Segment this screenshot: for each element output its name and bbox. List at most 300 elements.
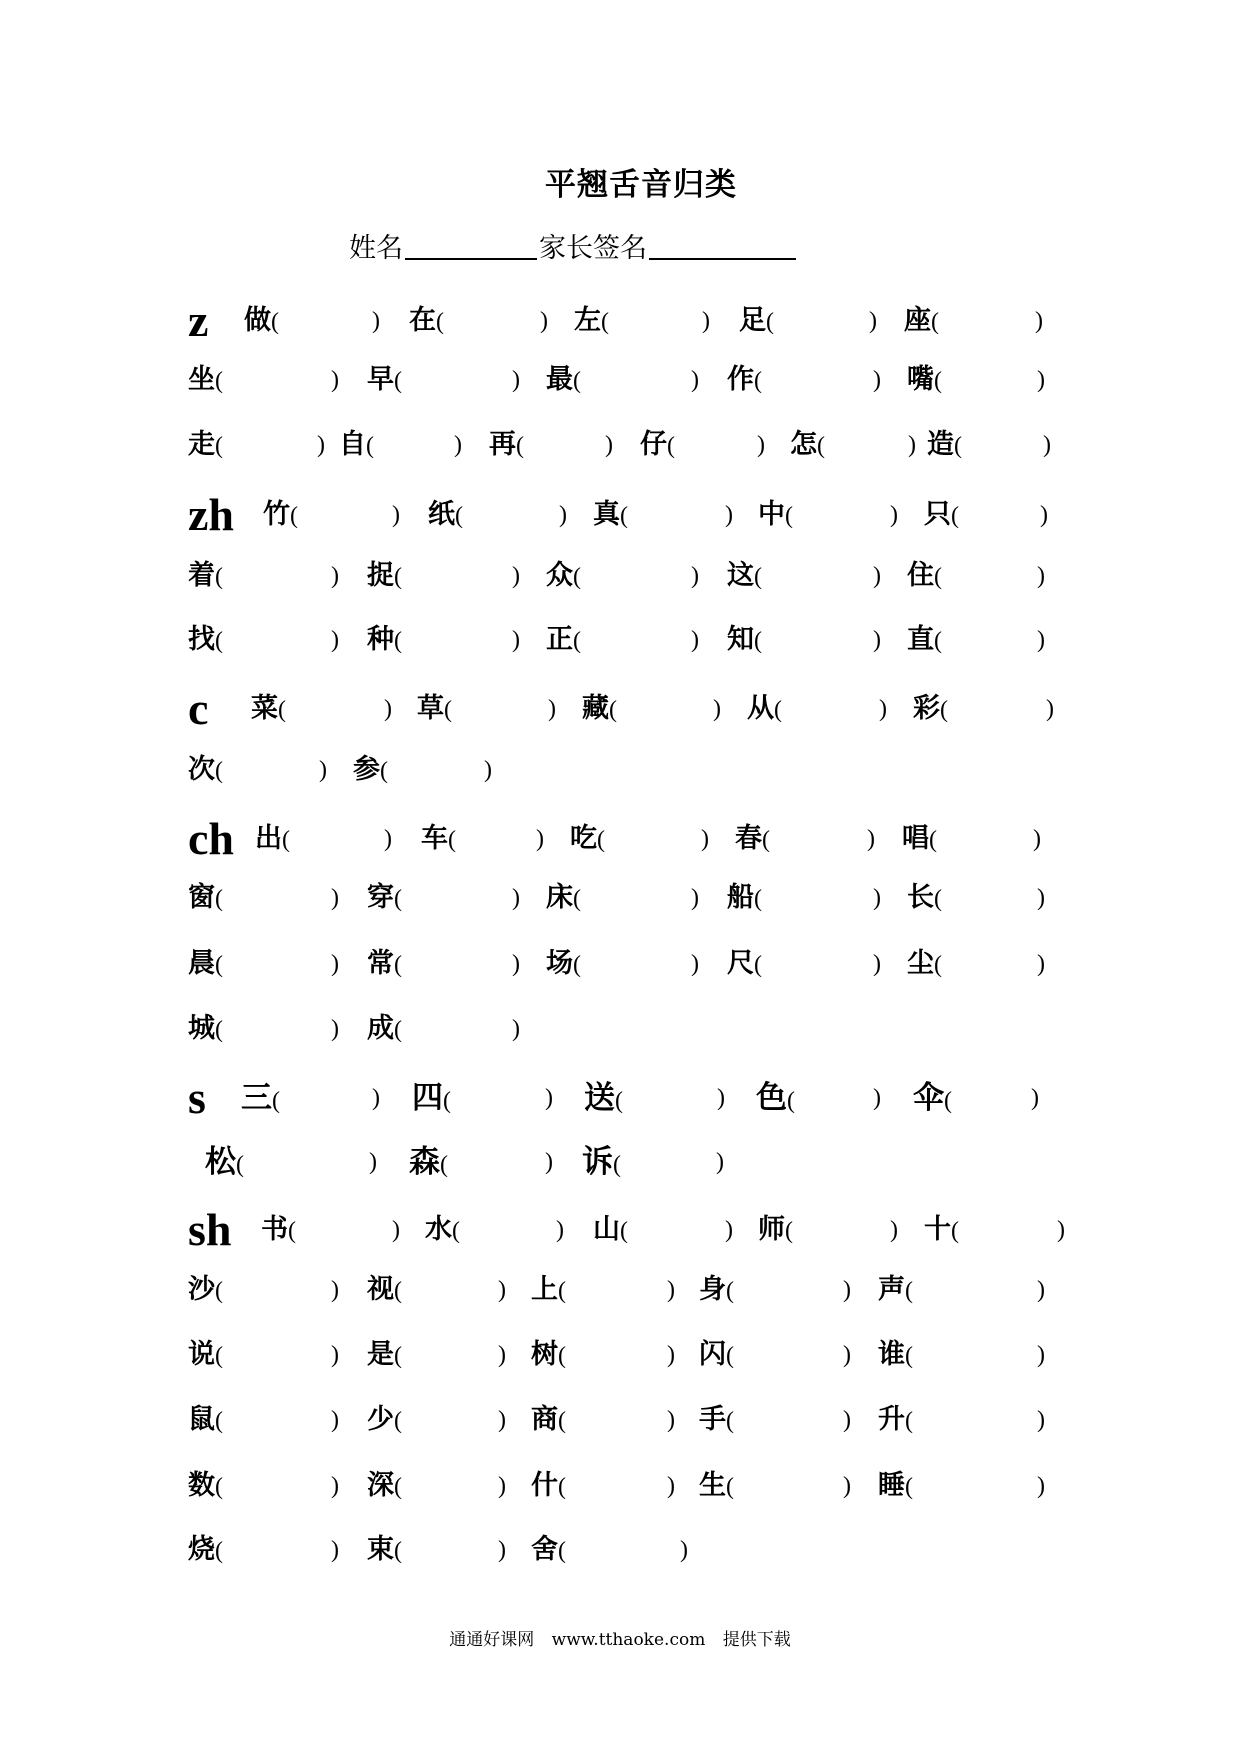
hanzi: 找 — [188, 624, 215, 655]
char-item — [913, 1078, 952, 1124]
hanzi: 纸 — [428, 499, 455, 530]
char-item — [409, 1142, 448, 1188]
char-item — [261, 1210, 296, 1254]
char-item — [593, 495, 628, 539]
open-paren: ( — [615, 1088, 623, 1114]
close-paren: ) — [702, 308, 710, 334]
char-item — [727, 620, 762, 664]
open-paren: ( — [905, 1278, 913, 1304]
open-paren: ( — [951, 503, 959, 529]
hanzi: 嘴 — [907, 364, 934, 395]
close-paren: ) — [867, 826, 875, 852]
open-paren: ( — [609, 697, 617, 723]
initial-z: z — [188, 295, 209, 346]
char-item — [367, 1009, 402, 1053]
open-paren: ( — [455, 503, 463, 529]
hanzi: 三 — [241, 1080, 272, 1116]
close-paren: ) — [498, 1407, 506, 1433]
hanzi: 少 — [367, 1404, 394, 1435]
char-item — [241, 1078, 280, 1124]
hanzi: 怎 — [790, 429, 817, 460]
close-paren: ) — [331, 563, 339, 589]
close-paren: ) — [372, 1085, 380, 1111]
char-item — [907, 878, 942, 922]
worksheet-line — [0, 1072, 1240, 1123]
char-item — [367, 1270, 402, 1314]
open-paren: ( — [934, 564, 942, 590]
hanzi: 山 — [593, 1214, 620, 1245]
char-item — [188, 360, 223, 404]
hanzi: 知 — [727, 624, 754, 655]
char-item — [727, 360, 762, 404]
open-paren: ( — [597, 827, 605, 853]
open-paren: ( — [282, 827, 290, 853]
char-item — [531, 1400, 566, 1444]
footer-site-name: 通通好课网 — [449, 1630, 535, 1650]
char-item — [425, 1210, 460, 1254]
open-paren: ( — [236, 1152, 244, 1178]
close-paren: ) — [725, 1217, 733, 1243]
open-paren: ( — [394, 1408, 402, 1434]
char-item — [367, 360, 402, 404]
close-paren: ) — [680, 1537, 688, 1563]
open-paren: ( — [787, 1088, 795, 1114]
open-paren: ( — [754, 952, 762, 978]
hanzi: 声 — [878, 1274, 905, 1305]
hanzi: 商 — [531, 1404, 558, 1435]
hanzi: 这 — [727, 560, 754, 591]
char-item — [188, 1335, 223, 1379]
open-paren: ( — [573, 368, 581, 394]
hanzi: 吃 — [570, 823, 597, 854]
open-paren: ( — [573, 564, 581, 590]
close-paren: ) — [1031, 1085, 1039, 1111]
close-paren: ) — [540, 308, 548, 334]
close-paren: ) — [556, 1217, 564, 1243]
open-paren: ( — [620, 1218, 628, 1244]
close-paren: ) — [454, 432, 462, 458]
char-item — [263, 495, 298, 539]
hanzi: 坐 — [188, 364, 215, 395]
hanzi: 数 — [188, 1470, 215, 1501]
close-paren: ) — [667, 1473, 675, 1499]
close-paren: ) — [369, 1149, 377, 1175]
char-item — [188, 944, 223, 988]
close-paren: ) — [512, 885, 520, 911]
char-item — [574, 301, 609, 345]
hanzi: 场 — [546, 948, 573, 979]
hanzi: 窗 — [188, 882, 215, 913]
char-item — [421, 819, 456, 863]
char-item — [758, 1210, 793, 1254]
open-paren: ( — [954, 433, 962, 459]
worksheet-line — [0, 556, 1240, 596]
hanzi: 长 — [907, 882, 934, 913]
worksheet-line — [0, 944, 1240, 984]
close-paren: ) — [1040, 502, 1048, 528]
open-paren: ( — [573, 886, 581, 912]
char-item — [907, 620, 942, 664]
open-paren: ( — [215, 1343, 223, 1369]
close-paren: ) — [1037, 1342, 1045, 1368]
close-paren: ) — [890, 502, 898, 528]
char-item — [205, 1142, 244, 1188]
close-paren: ) — [873, 1085, 881, 1111]
hanzi: 只 — [924, 499, 951, 530]
name-signature-line — [349, 230, 798, 266]
open-paren: ( — [278, 697, 286, 723]
char-item — [353, 750, 388, 794]
hanzi: 住 — [907, 560, 934, 591]
close-paren: ) — [667, 1277, 675, 1303]
hanzi: 视 — [367, 1274, 394, 1305]
close-paren: ) — [498, 1342, 506, 1368]
open-paren: ( — [726, 1343, 734, 1369]
close-paren: ) — [331, 1407, 339, 1433]
open-paren: ( — [601, 309, 609, 335]
hanzi: 造 — [927, 429, 954, 460]
open-paren: ( — [934, 368, 942, 394]
hanzi: 城 — [188, 1013, 215, 1044]
open-paren: ( — [934, 628, 942, 654]
char-item — [582, 1142, 621, 1188]
close-paren: ) — [879, 696, 887, 722]
open-paren: ( — [762, 827, 770, 853]
close-paren: ) — [873, 951, 881, 977]
hanzi: 做 — [244, 305, 271, 336]
char-item — [367, 620, 402, 664]
char-item — [924, 495, 959, 539]
hanzi: 舍 — [531, 1534, 558, 1565]
char-item — [699, 1335, 734, 1379]
open-paren: ( — [944, 1088, 952, 1114]
char-item — [570, 819, 605, 863]
hanzi: 什 — [531, 1470, 558, 1501]
hanzi: 最 — [546, 364, 573, 395]
open-paren: ( — [394, 1538, 402, 1564]
char-item — [747, 689, 782, 733]
open-paren: ( — [394, 1343, 402, 1369]
close-paren: ) — [392, 502, 400, 528]
close-paren: ) — [843, 1473, 851, 1499]
open-paren: ( — [215, 952, 223, 978]
hanzi: 左 — [574, 305, 601, 336]
open-paren: ( — [754, 368, 762, 394]
hanzi: 藏 — [582, 693, 609, 724]
close-paren: ) — [890, 1217, 898, 1243]
hanzi: 众 — [546, 560, 573, 591]
hanzi: 说 — [188, 1339, 215, 1370]
char-item — [188, 1466, 223, 1510]
open-paren: ( — [558, 1343, 566, 1369]
char-item — [584, 1078, 623, 1124]
close-paren: ) — [873, 563, 881, 589]
char-item — [735, 819, 770, 863]
char-item — [428, 495, 463, 539]
close-paren: ) — [498, 1473, 506, 1499]
open-paren: ( — [394, 1474, 402, 1500]
char-item — [699, 1270, 734, 1314]
open-paren: ( — [573, 628, 581, 654]
hanzi: 常 — [367, 948, 394, 979]
page-footer — [0, 1628, 1240, 1652]
worksheet-line — [0, 1270, 1240, 1310]
worksheet-line — [0, 1009, 1240, 1049]
char-item — [489, 425, 524, 469]
hanzi: 捉 — [367, 560, 394, 591]
hanzi: 诉 — [582, 1144, 613, 1180]
char-item — [339, 425, 374, 469]
hanzi: 上 — [531, 1274, 558, 1305]
close-paren: ) — [1037, 1277, 1045, 1303]
close-paren: ) — [1035, 308, 1043, 334]
hanzi: 送 — [584, 1080, 615, 1116]
char-item — [412, 1078, 451, 1124]
hanzi: 出 — [255, 823, 282, 854]
char-item — [582, 689, 617, 733]
close-paren: ) — [605, 432, 613, 458]
hanzi: 束 — [367, 1534, 394, 1565]
hanzi: 深 — [367, 1470, 394, 1501]
hanzi: 生 — [699, 1470, 726, 1501]
open-paren: ( — [558, 1278, 566, 1304]
open-paren: ( — [726, 1278, 734, 1304]
worksheet-line — [0, 1530, 1240, 1570]
char-item — [546, 620, 581, 664]
hanzi: 早 — [367, 364, 394, 395]
close-paren: ) — [317, 432, 325, 458]
close-paren: ) — [384, 696, 392, 722]
open-paren: ( — [817, 433, 825, 459]
worksheet-line — [0, 683, 1240, 734]
hanzi: 森 — [409, 1144, 440, 1180]
char-item — [531, 1466, 566, 1510]
parent-signature-label: 家长签名 — [539, 233, 647, 264]
worksheet-line — [0, 1142, 1240, 1182]
close-paren: ) — [512, 367, 520, 393]
open-paren: ( — [215, 1408, 223, 1434]
worksheet-line — [0, 620, 1240, 660]
open-paren: ( — [667, 433, 675, 459]
worksheet-line — [0, 1466, 1240, 1506]
hanzi: 唱 — [902, 823, 929, 854]
open-paren: ( — [215, 433, 223, 459]
open-paren: ( — [726, 1474, 734, 1500]
open-paren: ( — [394, 952, 402, 978]
hanzi: 谁 — [878, 1339, 905, 1370]
close-paren: ) — [512, 627, 520, 653]
open-paren: ( — [215, 758, 223, 784]
open-paren: ( — [785, 503, 793, 529]
char-item — [367, 1400, 402, 1444]
char-item — [727, 556, 762, 600]
close-paren: ) — [512, 1016, 520, 1042]
char-item — [188, 425, 223, 469]
worksheet-line — [0, 1204, 1240, 1255]
close-paren: ) — [548, 696, 556, 722]
open-paren: ( — [272, 1088, 280, 1114]
open-paren: ( — [620, 503, 628, 529]
initial-s: s — [188, 1072, 206, 1123]
open-paren: ( — [380, 758, 388, 784]
open-paren: ( — [394, 368, 402, 394]
open-paren: ( — [558, 1408, 566, 1434]
name-blank — [405, 230, 537, 260]
char-item — [878, 1335, 913, 1379]
open-paren: ( — [444, 697, 452, 723]
open-paren: ( — [215, 564, 223, 590]
char-item — [790, 425, 825, 469]
open-paren: ( — [215, 1474, 223, 1500]
close-paren: ) — [713, 696, 721, 722]
close-paren: ) — [559, 502, 567, 528]
char-item — [367, 1466, 402, 1510]
hanzi: 尘 — [907, 948, 934, 979]
open-paren: ( — [271, 309, 279, 335]
close-paren: ) — [667, 1342, 675, 1368]
char-item — [878, 1400, 913, 1444]
open-paren: ( — [951, 1218, 959, 1244]
char-item — [409, 301, 444, 345]
hanzi: 手 — [699, 1404, 726, 1435]
char-item — [878, 1466, 913, 1510]
open-paren: ( — [905, 1408, 913, 1434]
open-paren: ( — [215, 1278, 223, 1304]
hanzi: 树 — [531, 1339, 558, 1370]
char-item — [367, 556, 402, 600]
hanzi: 走 — [188, 429, 215, 460]
hanzi: 是 — [367, 1339, 394, 1370]
char-item — [756, 1078, 795, 1124]
close-paren: ) — [908, 432, 916, 458]
close-paren: ) — [319, 757, 327, 783]
close-paren: ) — [1033, 826, 1041, 852]
close-paren: ) — [331, 1277, 339, 1303]
open-paren: ( — [394, 1017, 402, 1043]
close-paren: ) — [512, 563, 520, 589]
open-paren: ( — [766, 309, 774, 335]
hanzi: 着 — [188, 560, 215, 591]
open-paren: ( — [290, 503, 298, 529]
hanzi: 真 — [593, 499, 620, 530]
char-item — [546, 556, 581, 600]
close-paren: ) — [331, 1537, 339, 1563]
close-paren: ) — [1037, 563, 1045, 589]
close-paren: ) — [691, 563, 699, 589]
close-paren: ) — [843, 1407, 851, 1433]
hanzi: 师 — [758, 1214, 785, 1245]
open-paren: ( — [394, 628, 402, 654]
close-paren: ) — [716, 1149, 724, 1175]
close-paren: ) — [667, 1407, 675, 1433]
char-item — [904, 301, 939, 345]
open-paren: ( — [613, 1152, 621, 1178]
char-item — [244, 301, 279, 345]
open-paren: ( — [785, 1218, 793, 1244]
close-paren: ) — [1037, 951, 1045, 977]
char-item — [188, 1530, 223, 1574]
close-paren: ) — [1043, 432, 1051, 458]
close-paren: ) — [331, 951, 339, 977]
hanzi: 自 — [339, 429, 366, 460]
hanzi: 升 — [878, 1404, 905, 1435]
close-paren: ) — [545, 1085, 553, 1111]
close-paren: ) — [691, 627, 699, 653]
open-paren: ( — [931, 309, 939, 335]
footer-suffix: 提供下载 — [722, 1630, 791, 1650]
worksheet-line — [0, 425, 1240, 465]
char-item — [546, 944, 581, 988]
open-paren: ( — [215, 1017, 223, 1043]
hanzi: 直 — [907, 624, 934, 655]
open-paren: ( — [215, 1538, 223, 1564]
char-item — [255, 819, 290, 863]
hanzi: 车 — [421, 823, 448, 854]
close-paren: ) — [843, 1277, 851, 1303]
hanzi: 晨 — [188, 948, 215, 979]
close-paren: ) — [484, 757, 492, 783]
hanzi: 再 — [489, 429, 516, 460]
hanzi: 仔 — [640, 429, 667, 460]
worksheet-line — [0, 813, 1240, 864]
char-item — [367, 878, 402, 922]
initial-c: c — [188, 683, 209, 734]
close-paren: ) — [1037, 627, 1045, 653]
open-paren: ( — [754, 564, 762, 590]
char-item — [927, 425, 962, 469]
char-item — [902, 819, 937, 863]
char-item — [531, 1530, 566, 1574]
char-item — [367, 1335, 402, 1379]
open-paren: ( — [436, 309, 444, 335]
hanzi: 座 — [904, 305, 931, 336]
hanzi: 鼠 — [188, 1404, 215, 1435]
char-item — [907, 360, 942, 404]
close-paren: ) — [331, 627, 339, 653]
open-paren: ( — [215, 628, 223, 654]
char-item — [699, 1400, 734, 1444]
hanzi: 身 — [699, 1274, 726, 1305]
close-paren: ) — [331, 1473, 339, 1499]
hanzi: 伞 — [913, 1080, 944, 1116]
close-paren: ) — [691, 367, 699, 393]
hanzi: 色 — [756, 1080, 787, 1116]
hanzi: 水 — [425, 1214, 452, 1245]
char-item — [531, 1335, 566, 1379]
hanzi: 床 — [546, 882, 573, 913]
hanzi: 沙 — [188, 1274, 215, 1305]
char-item — [727, 944, 762, 988]
open-paren: ( — [516, 433, 524, 459]
close-paren: ) — [1037, 1473, 1045, 1499]
initial-ch: ch — [188, 813, 234, 864]
hanzi: 十 — [924, 1214, 951, 1245]
char-item — [699, 1466, 734, 1510]
char-item — [907, 944, 942, 988]
worksheet-line — [0, 750, 1240, 790]
close-paren: ) — [691, 951, 699, 977]
char-item — [531, 1270, 566, 1314]
open-paren: ( — [929, 827, 937, 853]
open-paren: ( — [215, 368, 223, 394]
hanzi: 次 — [188, 754, 215, 785]
hanzi: 竹 — [263, 499, 290, 530]
char-item — [251, 689, 286, 733]
char-item — [188, 1009, 223, 1053]
hanzi: 足 — [739, 305, 766, 336]
open-paren: ( — [940, 697, 948, 723]
worksheet-line — [0, 295, 1240, 346]
